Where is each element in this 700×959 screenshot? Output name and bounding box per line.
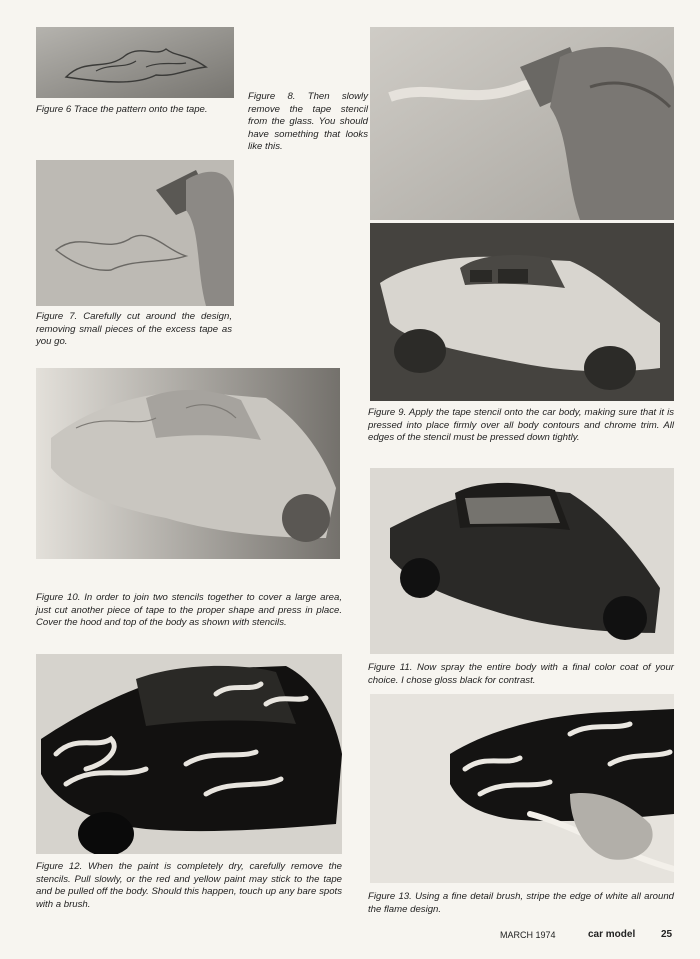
figure-11-photo — [370, 468, 674, 654]
figure-10-caption: Figure 10. In order to join two stencils together to cover a large area, just cut another piece of tape to the proper shape and press in place. Cover the hood and top of the body as shown with stencils. — [36, 592, 342, 629]
figure-9-photo — [370, 223, 674, 401]
figure-8-photo — [370, 27, 674, 220]
figure-12-photo — [36, 654, 342, 854]
issue-date: MARCH 1974 — [500, 930, 556, 940]
magazine-name: car model — [588, 929, 636, 940]
figure-12-caption: Figure 12. When the paint is completely dry, carefully remove the stencils. Pull slowly, or the red and yellow paint may stick to the tape and be pulled off the body. Should this happen, touch up any bare spots with a brush. — [36, 861, 342, 910]
figure-10-photo — [36, 368, 340, 559]
figure-7-photo — [36, 160, 234, 306]
page-number: 25 — [661, 929, 673, 940]
figure-9-caption: Figure 9. Apply the tape stencil onto the car body, making sure that it is pressed into place firmly over all body contours and chrome trim. All edges of the stencil must be pressed down tightly. — [368, 407, 674, 444]
figure-11-caption: Figure 11. Now spray the entire body with a final color coat of your choice. I chose gloss black for contrast. — [368, 662, 674, 686]
figure-13-caption: Figure 13. Using a fine detail brush, stripe the edge of white all around the flame design. — [368, 891, 674, 915]
figure-6-caption: Figure 6 Trace the pattern onto the tape. — [36, 104, 208, 115]
figure-7-caption: Figure 7. Carefully cut around the design, removing small pieces of the excess tape as you go. — [36, 311, 232, 348]
figure-8-caption: Figure 8. Then slowly remove the tape stencil from the glass. You should have something that looks like this. — [248, 91, 368, 153]
page-footer — [500, 928, 680, 944]
figure-6-photo — [36, 27, 234, 98]
figure-13-photo — [370, 694, 674, 883]
